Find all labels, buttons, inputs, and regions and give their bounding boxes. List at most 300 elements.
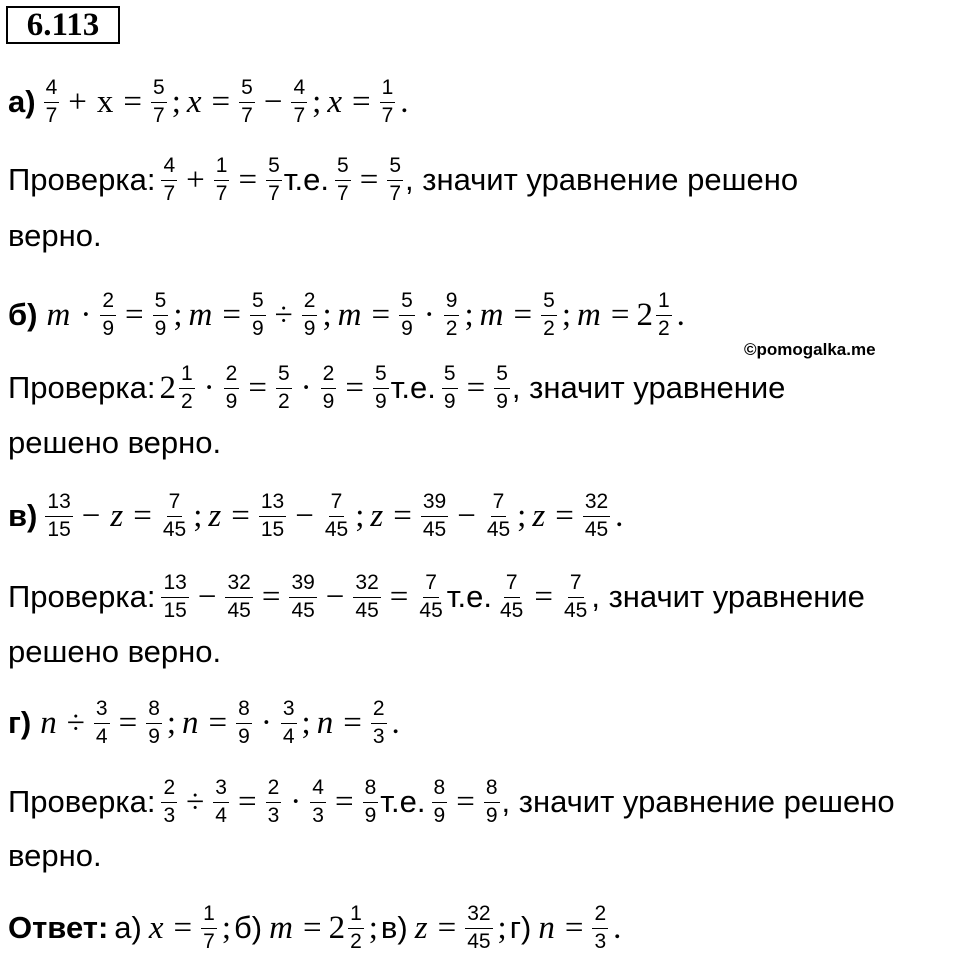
operator: ÷ xyxy=(274,296,293,333)
symbol: ; xyxy=(464,296,474,333)
resheno-verno-text: решено верно. xyxy=(8,634,222,669)
fraction-numerator: 5 xyxy=(151,77,167,102)
fraction-denominator: 45 xyxy=(422,517,447,541)
operator: = xyxy=(261,578,281,615)
part-b-check xyxy=(8,358,785,418)
part-b-check-cont xyxy=(8,421,221,465)
fraction-denominator: 45 xyxy=(291,598,315,622)
fraction-numerator: 4 xyxy=(44,77,60,102)
operator: = xyxy=(393,497,412,534)
fraction-numerator: 7 xyxy=(568,572,584,597)
fraction xyxy=(224,363,240,412)
fraction-numerator: 8 xyxy=(363,777,379,802)
fraction-denominator: 9 xyxy=(401,316,413,340)
operator: = xyxy=(133,497,152,534)
fraction xyxy=(239,77,255,126)
fraction-numerator: 3 xyxy=(213,777,229,802)
watermark: ©pomogalka.me xyxy=(744,340,876,359)
symbol: . xyxy=(391,704,400,741)
fraction-denominator: 45 xyxy=(500,598,524,622)
fraction-denominator: 2 xyxy=(657,316,670,340)
fraction-numerator: 7 xyxy=(329,491,345,516)
te-label: т.е. xyxy=(283,162,330,197)
part-g-expr xyxy=(37,698,403,747)
symbol: ; xyxy=(517,497,527,534)
fraction xyxy=(348,903,364,952)
fraction xyxy=(363,777,379,826)
symbol: ; xyxy=(497,909,507,946)
part-v-label: в) xyxy=(8,498,38,533)
answer-a-expr xyxy=(146,903,234,952)
fraction-numerator: 1 xyxy=(348,903,364,928)
fraction xyxy=(153,290,169,339)
variable: x xyxy=(148,909,164,946)
fraction xyxy=(161,155,177,204)
fraction-numerator: 3 xyxy=(94,698,110,723)
fraction-numerator: 7 xyxy=(504,572,520,597)
part-a-te-expr xyxy=(333,155,405,204)
part-v-check xyxy=(8,567,865,627)
fraction xyxy=(250,290,266,339)
fraction-denominator: 7 xyxy=(163,181,176,205)
fraction-denominator: 9 xyxy=(496,389,508,413)
fraction-denominator: 7 xyxy=(268,181,280,205)
fraction xyxy=(266,155,282,204)
symbol: . xyxy=(613,909,622,946)
fraction-numerator: 4 xyxy=(291,77,307,102)
fraction-denominator: 7 xyxy=(337,181,349,205)
part-v-check-cont xyxy=(8,630,221,674)
operator: ÷ xyxy=(66,704,85,741)
fraction-denominator: 4 xyxy=(282,724,295,748)
fraction xyxy=(291,77,307,126)
operator: − xyxy=(263,83,283,120)
part-g-check-expr xyxy=(159,777,380,826)
symbol: ; xyxy=(221,909,231,946)
part-b-check-expr xyxy=(159,363,390,412)
symbol: ; xyxy=(193,497,203,534)
fraction-numerator: 5 xyxy=(399,290,415,315)
resheno-verno-text: решено верно. xyxy=(8,425,222,460)
fraction-numerator: 5 xyxy=(541,290,557,315)
fraction-numerator: 8 xyxy=(432,777,448,802)
operator: · xyxy=(203,369,215,406)
mixed-whole: 2 xyxy=(636,296,653,333)
fraction-denominator: 7 xyxy=(241,103,253,127)
part-g-check-cont xyxy=(8,834,102,878)
fraction-denominator: 45 xyxy=(355,598,379,622)
answer-label: Ответ: xyxy=(8,910,109,945)
fraction xyxy=(161,572,188,621)
fraction-numerator: 4 xyxy=(161,155,177,180)
part-g-te-expr xyxy=(430,777,502,826)
fraction-denominator: 45 xyxy=(486,517,511,541)
operator: = xyxy=(555,497,574,534)
part-b-equation xyxy=(8,285,688,345)
fraction xyxy=(289,572,316,621)
te-label: т.е. xyxy=(390,370,436,405)
variable: n xyxy=(538,909,555,946)
part-b-label: б) xyxy=(8,297,38,332)
answer-label-v: в) xyxy=(380,910,408,945)
part-v-check-expr xyxy=(159,572,446,621)
fraction-numerator: 8 xyxy=(236,698,252,723)
fraction-numerator: 3 xyxy=(281,698,297,723)
fraction-denominator: 9 xyxy=(443,389,456,413)
operator: = xyxy=(513,296,533,333)
conclusion-text: , значит уравнение xyxy=(511,370,786,405)
operator: = xyxy=(389,578,409,615)
fraction xyxy=(432,777,448,826)
fraction-denominator: 7 xyxy=(293,103,306,127)
fraction-denominator: 45 xyxy=(467,929,491,953)
fraction-denominator: 9 xyxy=(148,724,160,748)
fraction-numerator: 2 xyxy=(371,698,387,723)
variable: z xyxy=(532,497,546,534)
part-a-label: а) xyxy=(8,84,36,119)
fraction xyxy=(541,290,557,339)
variable: m xyxy=(337,296,362,333)
operator: = xyxy=(343,704,362,741)
fraction-denominator: 45 xyxy=(162,517,187,541)
fraction-numerator: 2 xyxy=(161,777,177,802)
answer-g-expr xyxy=(535,903,624,952)
part-v-expr xyxy=(43,491,626,540)
fraction-denominator: 9 xyxy=(225,389,238,413)
fraction-denominator: 15 xyxy=(47,517,71,541)
fraction xyxy=(583,491,610,540)
operator: = xyxy=(231,497,250,534)
symbol: ; xyxy=(312,83,322,120)
fraction xyxy=(310,777,326,826)
operator: · xyxy=(423,296,435,333)
symbol: ; xyxy=(166,704,177,741)
fraction-numerator: 5 xyxy=(276,363,292,388)
fraction xyxy=(225,572,252,621)
variable: m xyxy=(576,296,601,333)
operator: = xyxy=(534,578,553,615)
fraction-denominator: 45 xyxy=(227,598,251,622)
part-g-label: г) xyxy=(8,705,32,740)
operator: = xyxy=(123,83,143,120)
fraction xyxy=(335,155,351,204)
part-a-expr xyxy=(42,77,412,126)
fraction-numerator: 2 xyxy=(100,290,116,315)
fraction-denominator: 9 xyxy=(251,316,264,340)
fraction-numerator: 5 xyxy=(239,77,255,102)
fraction-denominator: 2 xyxy=(277,389,290,413)
fraction xyxy=(276,363,292,412)
fraction xyxy=(323,491,350,540)
fraction-numerator: 2 xyxy=(592,903,608,928)
symbol: ; xyxy=(368,909,378,946)
operator: = xyxy=(211,83,231,120)
fraction xyxy=(161,777,177,826)
fraction-denominator: 9 xyxy=(485,803,498,827)
fraction xyxy=(444,290,460,339)
fraction-denominator: 9 xyxy=(102,316,115,340)
part-g-check xyxy=(8,772,895,832)
fraction-denominator: 3 xyxy=(594,929,607,953)
fraction-denominator: 9 xyxy=(154,316,167,340)
fraction-denominator: 9 xyxy=(303,316,316,340)
variable: m xyxy=(188,296,213,333)
fraction-denominator: 2 xyxy=(543,316,555,340)
operator: = xyxy=(222,296,241,333)
fraction-denominator: 9 xyxy=(322,389,335,413)
mixed-whole: 2 xyxy=(159,369,176,406)
variable: n xyxy=(182,704,199,741)
fraction-numerator: 1 xyxy=(214,155,230,180)
symbol: . xyxy=(676,296,685,333)
fraction-denominator: 7 xyxy=(153,103,165,127)
operator: = xyxy=(437,909,457,946)
symbol: ; xyxy=(301,704,311,741)
operator: − xyxy=(295,497,314,534)
operator: = xyxy=(118,704,138,741)
fraction-numerator: 8 xyxy=(146,698,162,723)
part-a-check-cont xyxy=(8,214,102,258)
fraction-numerator: 5 xyxy=(250,290,266,315)
fraction-numerator: 4 xyxy=(310,777,326,802)
mixed-number xyxy=(329,903,366,952)
fraction-numerator: 32 xyxy=(225,572,252,597)
fraction-denominator: 9 xyxy=(238,724,250,748)
te-label: т.е. xyxy=(446,579,492,614)
operator: + xyxy=(186,161,205,198)
fraction-denominator: 7 xyxy=(45,103,58,127)
operator: = xyxy=(334,783,354,820)
part-g-equation xyxy=(8,693,403,753)
symbol: ; xyxy=(355,497,365,534)
mixed-number xyxy=(159,363,196,412)
fraction-numerator: 5 xyxy=(442,363,458,388)
fraction xyxy=(100,290,116,339)
fraction-numerator: 5 xyxy=(387,155,403,180)
fraction-numerator: 32 xyxy=(353,572,380,597)
fraction-numerator: 2 xyxy=(321,363,337,388)
variable: x xyxy=(186,83,202,120)
check-label: Проверка: xyxy=(8,784,156,819)
fraction-numerator: 13 xyxy=(161,572,188,597)
te-label: т.е. xyxy=(380,784,426,819)
operator: + xyxy=(68,83,87,120)
symbol: . xyxy=(615,497,624,534)
check-label: Проверка: xyxy=(8,162,156,197)
fraction-numerator: 2 xyxy=(302,290,318,315)
fraction xyxy=(387,155,403,204)
symbol: ; xyxy=(322,296,332,333)
fraction-numerator: 2 xyxy=(266,777,282,802)
answer-label-b: б) xyxy=(234,910,263,945)
operator: = xyxy=(351,83,371,120)
fraction xyxy=(302,290,318,339)
conclusion-text: , значит уравнение решено xyxy=(405,162,799,197)
fraction xyxy=(321,363,337,412)
fraction xyxy=(371,698,387,747)
fraction-numerator: 13 xyxy=(45,491,72,516)
part-b-expr xyxy=(43,290,687,339)
fraction-numerator: 7 xyxy=(423,572,439,597)
symbol: ; xyxy=(171,83,181,120)
fraction-denominator: 4 xyxy=(215,803,227,827)
fraction xyxy=(45,491,72,540)
fraction-denominator: 9 xyxy=(374,389,387,413)
fraction-denominator: 2 xyxy=(445,316,458,340)
fraction-denominator: 2 xyxy=(350,929,362,953)
fraction xyxy=(44,77,60,126)
fraction-denominator: 45 xyxy=(584,517,609,541)
variable: n xyxy=(40,704,57,741)
fraction xyxy=(236,698,252,747)
operator: − xyxy=(457,497,476,534)
variable: z xyxy=(208,497,222,534)
fraction-numerator: 1 xyxy=(380,77,396,102)
fraction-denominator: 45 xyxy=(563,598,588,622)
operator: = xyxy=(466,369,486,406)
operator: · xyxy=(260,704,272,741)
fraction-denominator: 4 xyxy=(95,724,108,748)
fraction-numerator: 32 xyxy=(583,491,610,516)
fraction-numerator: 1 xyxy=(179,363,195,388)
answer-label-a: а) xyxy=(114,910,142,945)
variable: m xyxy=(269,909,293,946)
verno-text: верно. xyxy=(8,838,102,873)
variable: m xyxy=(479,296,504,333)
fraction xyxy=(201,903,217,952)
operator: = xyxy=(237,783,257,820)
operator: − xyxy=(197,578,217,615)
operator: = xyxy=(456,783,475,820)
fraction-denominator: 3 xyxy=(163,803,176,827)
operator: = xyxy=(302,909,322,946)
fraction xyxy=(380,77,396,126)
operator: = xyxy=(173,909,193,946)
fraction-numerator: 9 xyxy=(444,290,460,315)
answer-b-expr xyxy=(266,903,381,952)
fraction-denominator: 9 xyxy=(364,803,377,827)
operator: · xyxy=(300,369,312,406)
operator: = xyxy=(125,296,144,333)
fraction xyxy=(465,903,492,952)
fraction xyxy=(179,363,195,412)
operator: = xyxy=(610,296,630,333)
fraction-numerator: 5 xyxy=(335,155,351,180)
fraction xyxy=(94,698,110,747)
fraction-denominator: 7 xyxy=(215,181,228,205)
mixed-whole: 2 xyxy=(328,909,346,946)
fraction xyxy=(498,572,525,621)
fraction-numerator: 5 xyxy=(266,155,282,180)
operator: = xyxy=(345,369,364,406)
operator: = xyxy=(248,369,267,406)
fraction-numerator: 39 xyxy=(421,491,448,516)
fraction-denominator: 3 xyxy=(267,803,280,827)
answer-line xyxy=(8,898,624,958)
part-v-equation xyxy=(8,486,626,546)
answer-label-g: г) xyxy=(509,910,532,945)
variable: z xyxy=(414,909,428,946)
fraction-denominator: 2 xyxy=(180,389,193,413)
fraction xyxy=(266,777,282,826)
fraction xyxy=(151,77,167,126)
fraction-numerator: 8 xyxy=(484,777,500,802)
variable: z xyxy=(370,497,384,534)
fraction xyxy=(281,698,297,747)
part-a-check-expr xyxy=(159,155,283,204)
fraction-denominator: 3 xyxy=(372,724,385,748)
symbol: x xyxy=(96,83,114,120)
fraction xyxy=(442,363,458,412)
fraction-numerator: 2 xyxy=(224,363,240,388)
fraction-numerator: 39 xyxy=(289,572,316,597)
fraction-numerator: 5 xyxy=(494,363,510,388)
fraction-numerator: 5 xyxy=(373,363,389,388)
fraction-denominator: 9 xyxy=(433,803,446,827)
fraction-numerator: 1 xyxy=(201,903,217,928)
variable: z xyxy=(110,497,124,534)
fraction-numerator: 32 xyxy=(465,903,492,928)
conclusion-text: , значит уравнение xyxy=(591,579,865,614)
operator: = xyxy=(208,704,228,741)
fraction-numerator: 13 xyxy=(259,491,286,516)
fraction-numerator: 7 xyxy=(491,491,507,516)
part-a-equation xyxy=(8,72,412,132)
fraction xyxy=(592,903,608,952)
fraction xyxy=(353,572,380,621)
problem-number: 6.113 xyxy=(6,6,120,44)
fraction xyxy=(656,290,672,339)
fraction-denominator: 15 xyxy=(163,598,187,622)
operator: · xyxy=(80,296,92,333)
part-b-te-expr xyxy=(440,363,512,412)
variable: x xyxy=(327,83,342,120)
operator: = xyxy=(564,909,584,946)
fraction-denominator: 7 xyxy=(389,181,402,205)
symbol: ; xyxy=(173,296,183,333)
conclusion-text: , значит уравнение решено xyxy=(501,784,895,819)
fraction xyxy=(417,572,444,621)
fraction-denominator: 45 xyxy=(419,598,443,622)
operator: · xyxy=(290,783,302,820)
fraction-denominator: 7 xyxy=(203,929,215,953)
fraction xyxy=(484,777,500,826)
fraction xyxy=(494,363,510,412)
part-a-check xyxy=(8,150,798,210)
fraction xyxy=(373,363,389,412)
part-v-te-expr xyxy=(496,572,591,621)
fraction-denominator: 7 xyxy=(381,103,394,127)
fraction xyxy=(562,572,589,621)
fraction xyxy=(214,155,230,204)
mixed-number xyxy=(636,290,673,339)
check-label: Проверка: xyxy=(8,370,156,405)
fraction xyxy=(213,777,229,826)
fraction xyxy=(259,491,286,540)
fraction xyxy=(421,491,448,540)
fraction-numerator: 1 xyxy=(656,290,672,315)
variable: m xyxy=(46,296,71,333)
operator: = xyxy=(238,161,258,198)
answer-v-expr xyxy=(412,903,510,952)
operator: ÷ xyxy=(186,783,205,820)
fraction-numerator: 7 xyxy=(167,491,183,516)
fraction-denominator: 15 xyxy=(260,517,285,541)
operator: = xyxy=(359,161,379,198)
operator: − xyxy=(81,497,101,534)
fraction xyxy=(161,491,188,540)
verno-text: верно. xyxy=(8,218,102,253)
